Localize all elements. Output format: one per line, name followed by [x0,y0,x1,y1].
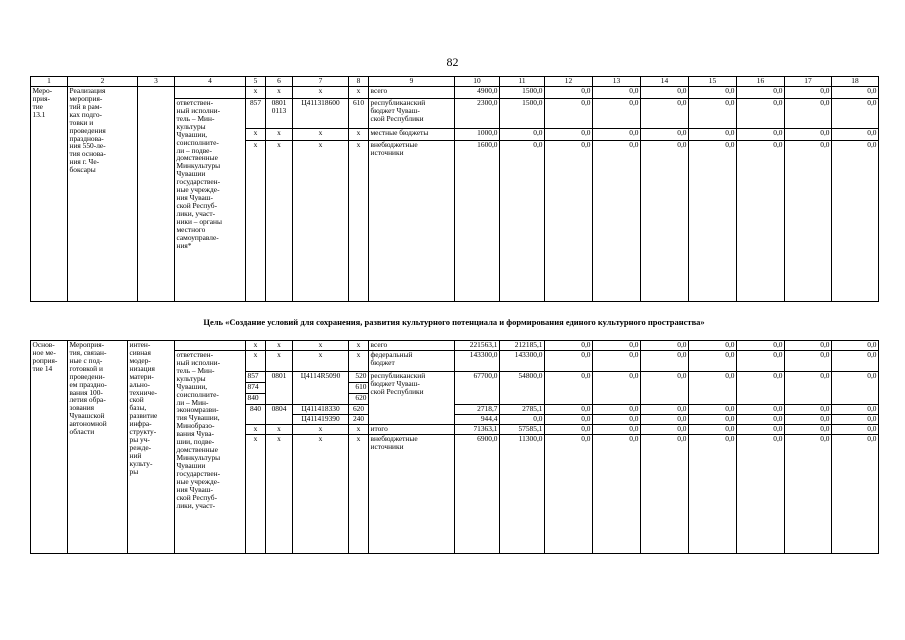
value-cell: 0,0 [689,87,737,99]
value-cell: 0,0 [641,351,689,372]
funding-source-cell: итого [369,425,455,435]
expense-type-cell: 620 [349,394,369,405]
value-cell: 4900,0 [455,87,500,99]
funding-source-cell: республиканский бюджет Чуваш- ской Республики [369,99,455,129]
value-cell: 0,0 [785,351,832,372]
value-cell: 0,0 [737,87,785,99]
column-number: 14 [641,77,689,87]
grbs-code-cell: x [246,129,266,141]
value-cell: 143300,0 [455,351,500,372]
section-code-cell: x [266,87,293,99]
value-cell: 67700,0 [455,372,500,405]
value-cell: 0,0 [832,141,879,302]
value-cell: 71363,1 [455,425,500,435]
section-code-cell: 0801 [266,372,293,405]
grbs-code-cell: 857 [246,372,266,383]
column-number: 4 [175,77,246,87]
column-number-row [31,77,879,87]
column-number: 1 [31,77,68,87]
funding-source-cell: федеральный бюджет [369,351,455,372]
code-cell: x [246,435,266,554]
value-cell: 0,0 [593,99,641,129]
event-number-cell: Основ- ное ме- роприя- тие 14 [31,341,68,554]
value-cell: 0,0 [593,351,641,372]
value-cell: 0,0 [785,425,832,435]
expense-type-cell: x [349,87,369,99]
code-cell: x [246,425,266,435]
value-cell: 0,0 [785,415,832,425]
value-cell: 0,0 [593,87,641,99]
code-cell: x [293,425,349,435]
column-number: 7 [293,77,349,87]
table-row [31,87,879,99]
block-event-13-1 [31,87,879,302]
value-cell: 0,0 [689,99,737,129]
value-cell: 57585,1 [500,425,545,435]
value-cell: 944,4 [455,415,500,425]
code-cell: x [266,435,293,554]
value-cell: 11300,0 [500,435,545,554]
code-cell: x [266,425,293,435]
value-cell: 1600,0 [455,141,500,302]
value-cell: 0,0 [737,129,785,141]
target-code-cell: Ц4114R5090 [293,372,349,405]
value-cell: 0,0 [545,129,593,141]
column-number: 8 [349,77,369,87]
table-row [31,341,879,351]
value-cell: 0,0 [785,141,832,302]
column-number: 12 [545,77,593,87]
value-cell: 0,0 [689,415,737,425]
value-cell: 0,0 [832,405,879,415]
section-code-cell: x [266,129,293,141]
task-cell [138,87,175,302]
value-cell: 0,0 [832,99,879,129]
grbs-code-cell: 857 [246,99,266,129]
goal-title: Цель «Создание условий для сохранения, развития культурного потенциала и формирования единого культурного пространства» [203,317,705,327]
value-cell: 0,0 [689,129,737,141]
value-cell: 0,0 [593,435,641,554]
target-code-cell: x [293,87,349,99]
section-code-cell: x [266,141,293,302]
code-cell: x [266,341,293,351]
value-cell: 1500,0 [500,87,545,99]
value-cell: 0,0 [641,341,689,351]
value-cell: 0,0 [832,87,879,99]
value-cell: 0,0 [689,141,737,302]
value-cell: 0,0 [689,372,737,405]
value-cell: 0,0 [832,372,879,405]
column-number: 9 [369,77,455,87]
value-cell: 0,0 [737,415,785,425]
expense-type-cell: 240 [349,415,369,425]
column-number: 6 [266,77,293,87]
funding-source-cell: местные бюджеты [369,129,455,141]
value-cell: 0,0 [689,425,737,435]
code-cell: x [349,425,369,435]
expense-type-cell: x [349,129,369,141]
value-cell: 0,0 [832,351,879,372]
event-name-cell: Мероприя- тия, связан- ные с под- готовкой и проведени- ем праздно- вания 100- летия обра- зования Чувашской автономной области [68,341,128,554]
value-cell: 0,0 [785,435,832,554]
section-code-cell: 0804 [266,405,293,425]
value-cell: 0,0 [641,141,689,302]
value-cell: 0,0 [545,99,593,129]
column-number: 5 [246,77,266,87]
value-cell: 0,0 [641,405,689,415]
value-cell: 0,0 [545,435,593,554]
expense-type-cell: 520 [349,372,369,383]
value-cell: 0,0 [832,415,879,425]
value-cell: 0,0 [785,405,832,415]
value-cell: 0,0 [785,129,832,141]
code-cell: x [349,351,369,372]
value-cell: 0,0 [641,415,689,425]
value-cell: 0,0 [641,129,689,141]
value-cell: 0,0 [593,341,641,351]
target-code-cell: x [293,141,349,302]
value-cell: 0,0 [545,405,593,415]
value-cell: 0,0 [545,141,593,302]
value-cell: 1500,0 [500,99,545,129]
code-cell: x [266,351,293,372]
value-cell: 0,0 [689,435,737,554]
code-cell: x [349,341,369,351]
value-cell: 1000,0 [455,129,500,141]
value-cell: 221563,1 [455,341,500,351]
value-cell: 6900,0 [455,435,500,554]
grbs-code-cell: 840 [246,394,266,405]
section-code-cell: 0801 0113 [266,99,293,129]
value-cell: 0,0 [832,129,879,141]
value-cell: 0,0 [737,372,785,405]
value-cell: 0,0 [785,341,832,351]
value-cell: 0,0 [593,405,641,415]
funding-source-cell: всего [369,87,455,99]
task-cell: интен- сивная модер- низация матери- ально- техниче- ской базы, развитие инфра- структу- ры уч- режде- ний культу- ры [128,341,175,554]
grbs-code-cell: 840 [246,405,266,425]
column-number: 16 [737,77,785,87]
target-code-cell: Ц411418330 [293,405,349,415]
code-cell: x [349,435,369,554]
value-cell: 0,0 [689,341,737,351]
value-cell: 143300,0 [500,351,545,372]
grbs-code-cell: x [246,141,266,302]
page-number: 82 [446,55,459,69]
executor-cell: ответствен- ный исполни- тель – Мин- культуры Чувашии, соисполните- ли – подве- домственные Минкультуры Чувашии государствен- ные учрежде- ния Чуваш- ской Респуб- лики, участ- ники – органы местного самоуправле- ния* [175,99,246,302]
column-number: 18 [832,77,879,87]
expense-type-cell: x [349,141,369,302]
funding-source-cell: внебюджетные источники [369,141,455,302]
value-cell: 0,0 [545,87,593,99]
value-cell: 0,0 [500,141,545,302]
value-cell: 0,0 [545,425,593,435]
funding-source-cell: всего [369,341,455,351]
value-cell: 2300,0 [455,99,500,129]
value-cell: 0,0 [689,351,737,372]
budget-table-top [30,76,879,302]
value-cell: 0,0 [593,129,641,141]
code-cell: x [246,351,266,372]
value-cell: 0,0 [737,341,785,351]
value-cell: 0,0 [545,341,593,351]
block-main-event-14 [31,341,879,554]
value-cell: 0,0 [737,351,785,372]
value-cell: 0,0 [785,372,832,405]
code-cell: x [293,351,349,372]
expense-type-cell: 610 [349,99,369,129]
value-cell: 0,0 [785,87,832,99]
value-cell: 0,0 [737,435,785,554]
value-cell: 0,0 [641,372,689,405]
value-cell: 0,0 [641,425,689,435]
funding-source-cell: республиканский бюджет Чуваш- ской Республики [369,372,455,425]
empty-cell [175,87,246,99]
column-number: 2 [68,77,138,87]
value-cell: 2785,1 [500,405,545,415]
value-cell: 2718,7 [455,405,500,415]
column-number: 17 [785,77,832,87]
event-number-cell: Меро- прия- тие 13.1 [31,87,68,302]
value-cell: 0,0 [641,87,689,99]
event-name-cell: Реализация мероприя- тий в рам- ках подго- товки и проведения празднова- ния 550-ле- тия основа- ния г. Че- боксары [68,87,138,302]
grbs-code-cell: x [246,87,266,99]
value-cell: 0,0 [500,415,545,425]
column-number: 13 [593,77,641,87]
value-cell: 0,0 [737,99,785,129]
value-cell: 0,0 [689,405,737,415]
target-code-cell: Ц411318600 [293,99,349,129]
value-cell: 0,0 [545,351,593,372]
value-cell: 0,0 [641,435,689,554]
value-cell: 0,0 [785,99,832,129]
executor-cell: ответствен- ный исполни- тель – Мин- культуры Чувашии, соисполните- ли – Мин- экономразви- тия Чувашии, Минобразо- вания Чува- шии, подве- домственные Минкультуры Чувашии государствен- ные учрежде- ния Чуваш- ской Респуб- лики, участ- [175,351,246,554]
value-cell: 0,0 [500,129,545,141]
value-cell: 54800,0 [500,372,545,405]
expense-type-cell: 610 [349,383,369,394]
target-code-cell: Ц411419390 [293,415,349,425]
code-cell: x [293,341,349,351]
empty-cell [175,341,246,351]
target-code-cell: x [293,129,349,141]
value-cell: 0,0 [545,372,593,405]
value-cell: 0,0 [737,141,785,302]
column-number: 11 [500,77,545,87]
value-cell: 0,0 [737,405,785,415]
value-cell: 0,0 [593,141,641,302]
funding-source-cell: внебюджетные источники [369,435,455,554]
value-cell: 0,0 [593,415,641,425]
value-cell: 0,0 [545,415,593,425]
value-cell: 0,0 [832,341,879,351]
budget-table-bottom [30,340,879,554]
value-cell: 0,0 [641,99,689,129]
column-number: 15 [689,77,737,87]
code-cell: x [246,341,266,351]
value-cell: 0,0 [593,372,641,405]
value-cell: 0,0 [832,425,879,435]
value-cell: 0,0 [593,425,641,435]
column-number: 3 [138,77,175,87]
value-cell: 0,0 [737,425,785,435]
value-cell: 0,0 [832,435,879,554]
expense-type-cell: 620 [349,405,369,415]
value-cell: 212185,1 [500,341,545,351]
code-cell: x [293,435,349,554]
grbs-code-cell: 874 [246,383,266,394]
column-number: 10 [455,77,500,87]
